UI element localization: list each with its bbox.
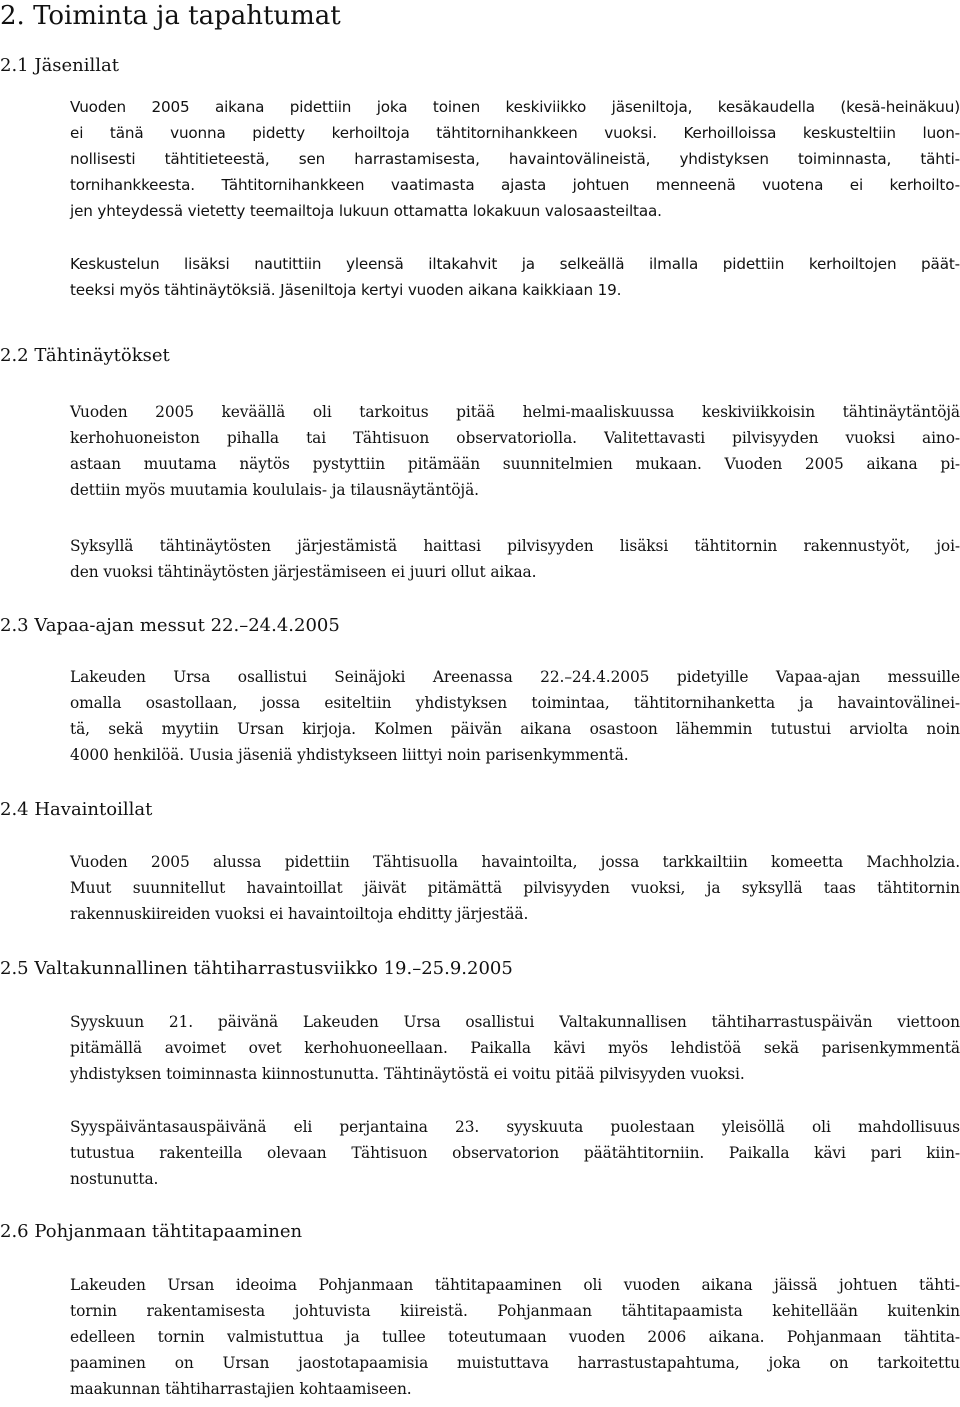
text-line: jen yhteydessä vietetty teemailtoja lukuun ottamatta lokakuun valosaasteiltaa. bbox=[70, 202, 662, 220]
chapter-heading: 2. Toiminta ja tapahtumat bbox=[0, 1, 341, 31]
text-line: den vuoksi tähtinäytösten järjestämiseen ei juuri ollut aikaa. bbox=[70, 563, 537, 581]
text-line: Vuoden 2005 alussa pidettiin Tähtisuolla havaintoilta, jossa tarkkailtiin komeetta Machholzia. bbox=[70, 853, 960, 871]
text-line: tutustua rakenteilla olevaan Tähtisuon observatorion päätähtitorniin. Paikalla kävi pari kiin- bbox=[70, 1144, 960, 1162]
section-heading-tahtiharrastusviikko: 2.5 Valtakunnallinen tähtiharrastusviikko 19.–25.9.2005 bbox=[0, 958, 513, 979]
text-line: tornin rakentamisesta johtuvista kiireistä. Pohjanmaan tähtitapaamista kehitellään kuitenkin bbox=[70, 1302, 960, 1320]
text-line: tornihankkeesta. Tähtitornihankkeen vaatimasta ajasta johtuen menneenä vuotena ei kerhoilto- bbox=[70, 176, 960, 194]
text-line: Vuoden 2005 keväällä oli tarkoitus pitää helmi-maaliskuussa keskiviikkoisin tähtinäytäntöjä bbox=[70, 403, 960, 421]
text-line: astaan muutama näytös pystyttiin pitämään suunnitelmien mukaan. Vuoden 2005 aikana pi- bbox=[70, 455, 960, 473]
section-heading-havaintoillat: 2.4 Havaintoillat bbox=[0, 799, 153, 820]
text-line: ei tänä vuonna pidetty kerhoiltoja tähtitornihankkeen vuoksi. Kerhoilloissa keskusteltiin luon- bbox=[70, 124, 960, 142]
paragraph bbox=[70, 251, 960, 303]
text-line: Muut suunnitellut havaintoillat jäivät pitämättä pilvisyyden vuoksi, ja syksyllä taas tähtitornin bbox=[70, 879, 960, 897]
text-line: Syyskuun 21. päivänä Lakeuden Ursa osallistui Valtakunnallisen tähtiharrastuspäivän viettoon bbox=[70, 1013, 960, 1031]
paragraph bbox=[70, 533, 960, 585]
text-line: yhdistyksen toiminnasta kiinnostunutta. Tähtinäytöstä ei voitu pitää pilvisyyden vuoksi. bbox=[70, 1065, 745, 1083]
paragraph bbox=[70, 1009, 960, 1087]
paragraph bbox=[70, 399, 960, 503]
text-line: tä, sekä myytiin Ursan kirjoja. Kolmen päivän aikana osastoon lähemmin tutustui arviolta noin bbox=[70, 720, 960, 738]
text-line: pitämällä avoimet ovet kerhohuoneellaan. Paikalla kävi myös lehdistöä sekä parisenkymmentä bbox=[70, 1039, 960, 1057]
section-heading-vapaa-ajan-messut: 2.3 Vapaa-ajan messut 22.–24.4.2005 bbox=[0, 615, 340, 636]
section-heading-jasenillat: 2.1 Jäsenillat bbox=[0, 55, 120, 76]
text-line: Syyspäiväntasauspäivänä eli perjantaina 23. syyskuuta puolestaan yleisöllä oli mahdollisuus bbox=[70, 1118, 960, 1136]
text-line: kerhohuoneiston pihalla tai Tähtisuon observatoriolla. Valitettavasti pilvisyyden vuoksi aino- bbox=[70, 429, 960, 447]
text-line: nollisesti tähtitieteestä, sen harrastamisesta, havaintovälineistä, yhdistyksen toiminnasta, tähti- bbox=[70, 150, 960, 168]
paragraph bbox=[70, 1114, 960, 1192]
text-line: Keskustelun lisäksi nautittiin yleensä iltakahvit ja selkeällä ilmalla pidettiin kerhoiltojen päät- bbox=[70, 255, 960, 273]
section-heading-pohjanmaan-tahtitapaaminen: 2.6 Pohjanmaan tähtitapaaminen bbox=[0, 1221, 303, 1242]
paragraph bbox=[70, 664, 960, 768]
paragraph bbox=[70, 1272, 960, 1402]
text-line: Syksyllä tähtinäytösten järjestämistä haittasi pilvisyyden lisäksi tähtitornin rakennustyöt, joi- bbox=[70, 537, 960, 555]
text-line: teeksi myös tähtinäytöksiä. Jäseniltoja kertyi vuoden aikana kaikkiaan 19. bbox=[70, 281, 622, 299]
text-line: Lakeuden Ursan ideoima Pohjanmaan tähtitapaaminen oli vuoden aikana jäissä johtuen tähti- bbox=[70, 1276, 960, 1294]
text-line: maakunnan tähtiharrastajien kohtaamiseen. bbox=[70, 1380, 412, 1398]
paragraph bbox=[70, 94, 960, 224]
paragraph bbox=[70, 849, 960, 927]
text-line: omalla osastollaan, jossa esiteltiin yhdistyksen toimintaa, tähtitornihanketta ja havaintovälinei- bbox=[70, 694, 960, 712]
section-heading-tahtinaytokset: 2.2 Tähtinäytökset bbox=[0, 345, 170, 366]
text-line: Lakeuden Ursa osallistui Seinäjoki Areenassa 22.–24.4.2005 pidetyille Vapaa-ajan messuille bbox=[70, 668, 960, 686]
text-line: dettiin myös muutamia koululais- ja tilausnäytäntöjä. bbox=[70, 481, 479, 499]
text-line: edelleen tornin valmistuttua ja tullee toteutumaan vuoden 2006 aikana. Pohjanmaan tähtita- bbox=[70, 1328, 960, 1346]
text-line: rakennuskiireiden vuoksi ei havaintoiltoja ehditty järjestää. bbox=[70, 905, 529, 923]
text-line: paaminen on Ursan jaostotapaamisia muistuttava harrastustapahtuma, joka on tarkoitettu bbox=[70, 1354, 960, 1372]
text-line: nostunutta. bbox=[70, 1170, 159, 1188]
text-line: Vuoden 2005 aikana pidettiin joka toinen keskiviikko jäseniltoja, kesäkaudella (kesä-heinäkuu) bbox=[70, 98, 960, 116]
text-line: 4000 henkilöä. Uusia jäseniä yhdistykseen liittyi noin parisenkymmentä. bbox=[70, 746, 629, 764]
